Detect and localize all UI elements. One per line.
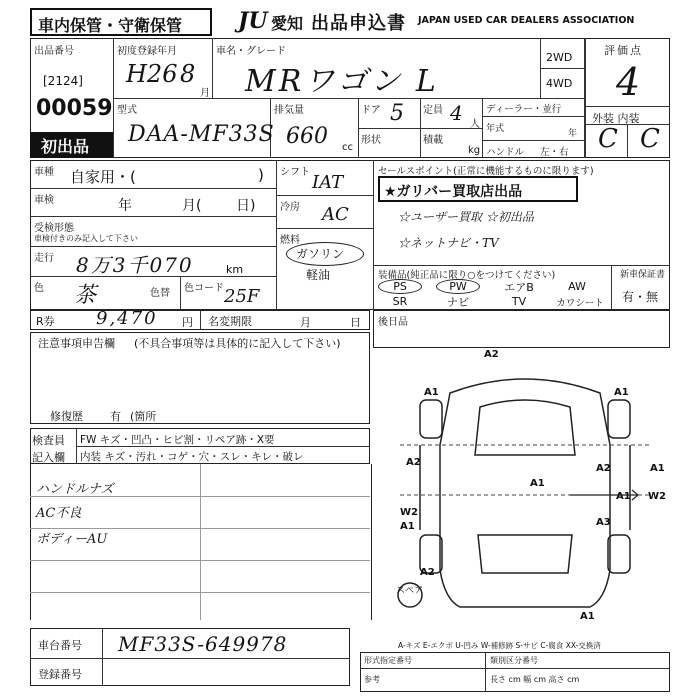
color-label: 色 [34, 283, 44, 294]
r-ken-value: 9,470 [96, 308, 158, 329]
drive-2wd: 2WD [546, 51, 573, 64]
inspector-label-2: 記入欄 [32, 451, 65, 464]
damage-code: A1 [530, 478, 545, 489]
fuel-diesel: 軽油 [306, 268, 331, 282]
fuel-gasoline: ガソリン [296, 247, 345, 261]
damage-code: A1 [650, 463, 665, 474]
doors-label: ドア [361, 105, 381, 116]
registration-month: 8 [180, 60, 196, 88]
displacement-value: 660 [286, 124, 328, 149]
equip-airbag: エアB [504, 280, 534, 294]
r-ken-label: R券 [36, 315, 55, 328]
car-name-value: MRワゴン L [245, 64, 439, 99]
inspector-row-2: 内装 キズ・汚れ・コゲ・穴・スレ・キレ・破レ [80, 451, 304, 463]
ju-logo: JU [238, 8, 268, 34]
damage-code: A1 [424, 387, 439, 398]
inspector-label-1: 検査員 [32, 434, 65, 447]
damage-legend: A-キズ E-エクボ U-凹み W-補修跡 S-サビ C-腐食 XX-交換済 [398, 641, 601, 650]
equip-aw: AW [568, 280, 586, 293]
repair-location: (箇所 [130, 410, 157, 423]
repair-label: 修復歴 [50, 410, 83, 423]
damage-code: A2 [406, 457, 421, 468]
ac-label: 冷房 [280, 202, 300, 213]
first-listing-label: 初出品 [41, 137, 90, 156]
receipt-label: 受検形態 [34, 223, 74, 234]
mileage-value: 8万3千070 [76, 253, 194, 277]
category-label: 類別区分番号 [490, 656, 538, 665]
model-label: 型式 [117, 105, 137, 116]
repair-value: 有 [110, 410, 121, 423]
drive-4wd: 4WD [546, 77, 573, 90]
damage-code: A2 [484, 349, 499, 360]
lot-code: [2124] [43, 74, 83, 88]
shaken-label: 車検 [34, 195, 54, 206]
handle-label: ハンドル [486, 147, 525, 158]
selling-banner: ★ガリバー買取店出品 [384, 184, 523, 200]
ac-value: AC [322, 204, 349, 225]
car-damage-diagram [380, 345, 670, 625]
form-cert-label: 形式指定番号 [364, 656, 412, 665]
damage-code: A1 [614, 387, 629, 398]
ref-label: 参考 [364, 675, 380, 684]
receipt-note: 車検付きのみ記入して下さい [34, 234, 138, 243]
exterior-grade: C [598, 124, 618, 154]
selling-points-label: セールスポイント(正常に機能するものに限ります) [378, 166, 594, 177]
shift-value: IAT [312, 172, 344, 193]
load-label: 積載 [423, 135, 443, 146]
equip-pw: PW [436, 279, 480, 294]
registration-month-unit: 月 [200, 88, 210, 99]
spare-label: スペア [396, 586, 424, 596]
color-code-value: 25F [224, 286, 260, 307]
shape-label: 形状 [361, 135, 381, 146]
registration-era: H26 [126, 60, 178, 88]
capacity-unit: 人 [470, 119, 480, 130]
plate-label: 登録番号 [38, 668, 82, 681]
storage-label-box [30, 8, 212, 36]
back-date-box [373, 310, 670, 348]
notes-label: 注意事項申告欄 [38, 337, 115, 350]
exterior-interior-label: 外装 内装 [592, 112, 640, 125]
capacity-label: 定員 [423, 105, 443, 116]
r-ken-unit: 円 [182, 316, 193, 329]
model-year-unit: 年 [568, 129, 578, 139]
equip-leather: カワシート [556, 297, 604, 309]
name-change-month: 月 [300, 316, 311, 329]
damage-code: A2 [596, 463, 611, 474]
brand-name: 愛知 [271, 14, 304, 33]
selling-line-1: ☆ユーザー買取 ☆初出品 [398, 210, 534, 224]
interior-grade: C [640, 124, 660, 154]
chassis-label: 車台番号 [38, 639, 82, 652]
equip-sr: SR [392, 295, 408, 308]
equipment-grid [376, 279, 610, 309]
equip-navi: ナビ [447, 295, 469, 309]
storage-label: 車内保管・守衛保管 [38, 16, 183, 35]
displacement-unit: cc [342, 142, 353, 153]
dealer-label: ディーラー・並行 [486, 104, 562, 115]
equipment-label: 装備品(純正品に限り○をつけてください) [378, 270, 556, 281]
association-name: JAPAN USED CAR DEALERS ASSOCIATION [418, 15, 635, 26]
usage-value: 自家用・( [70, 168, 136, 186]
inspector-note-1: ハンドルナズ [36, 482, 114, 497]
damage-code: A1 [580, 611, 595, 622]
shaken-month: 月( [182, 198, 202, 214]
back-date-label: 後日品 [378, 317, 408, 328]
warranty-value: 有・無 [622, 290, 659, 304]
shaken-year: 年 [118, 198, 132, 214]
notes-hint: (不具合事項等は具体的に記入して下さい) [134, 337, 341, 350]
damage-code: A1 [616, 491, 631, 502]
equip-ps: PS [378, 279, 422, 294]
shift-label: シフト [280, 167, 310, 178]
shaken-day: 日) [236, 198, 256, 214]
car-name-label: 車名・グレード [216, 46, 286, 57]
rating-value: 4 [616, 60, 641, 104]
damage-code: W2 [648, 491, 666, 502]
mileage-unit: km [226, 263, 244, 276]
selling-banner-box [378, 176, 578, 202]
capacity-value: 4 [450, 101, 463, 125]
name-change-label: 名変期限 [208, 315, 252, 328]
damage-code: A2 [420, 567, 435, 578]
mileage-label: 走行 [34, 253, 54, 264]
load-unit: kg [468, 145, 481, 156]
usage-label: 車種 [34, 167, 54, 178]
color-code-label: 色コード [184, 283, 224, 294]
displacement-label: 排気量 [274, 105, 304, 116]
model-value: DAA-MF33S [128, 122, 275, 147]
selling-line-2: ☆ネットナビ・TV [398, 236, 499, 250]
registration-label: 初度登録年月 [117, 46, 177, 57]
model-year-label: 年式 [486, 124, 505, 134]
color-value: 茶 [74, 283, 97, 308]
color-change-label: 色替 [150, 288, 170, 299]
equip-tv: TV [511, 295, 527, 308]
handle-options: 左・右 [540, 147, 569, 158]
fuel-label: 燃料 [280, 235, 300, 246]
inspector-note-3: ボディーAU [36, 532, 108, 547]
damage-code: A1 [400, 521, 415, 532]
damage-code: W2 [400, 507, 418, 518]
usage-close: ) [258, 166, 264, 184]
doors-value: 5 [390, 101, 404, 126]
name-change-day: 日 [350, 316, 361, 329]
lot-number: 00059 [36, 96, 113, 121]
damage-code: A3 [596, 517, 611, 528]
warranty-label: 新車保証書 [620, 270, 666, 280]
inspector-note-2: AC不良 [36, 506, 82, 521]
dims-label: 長さ cm 幅 cm 高さ cm [490, 675, 580, 684]
rating-label: 評価点 [604, 44, 643, 57]
lot-label: 出品番号 [34, 46, 74, 57]
inspector-row-1: FW キズ・凹凸・ヒビ割・リペア跡・X要 [80, 434, 275, 446]
chassis-number: MF33S-649978 [118, 632, 288, 656]
form-title: 出品申込書 [311, 13, 406, 34]
